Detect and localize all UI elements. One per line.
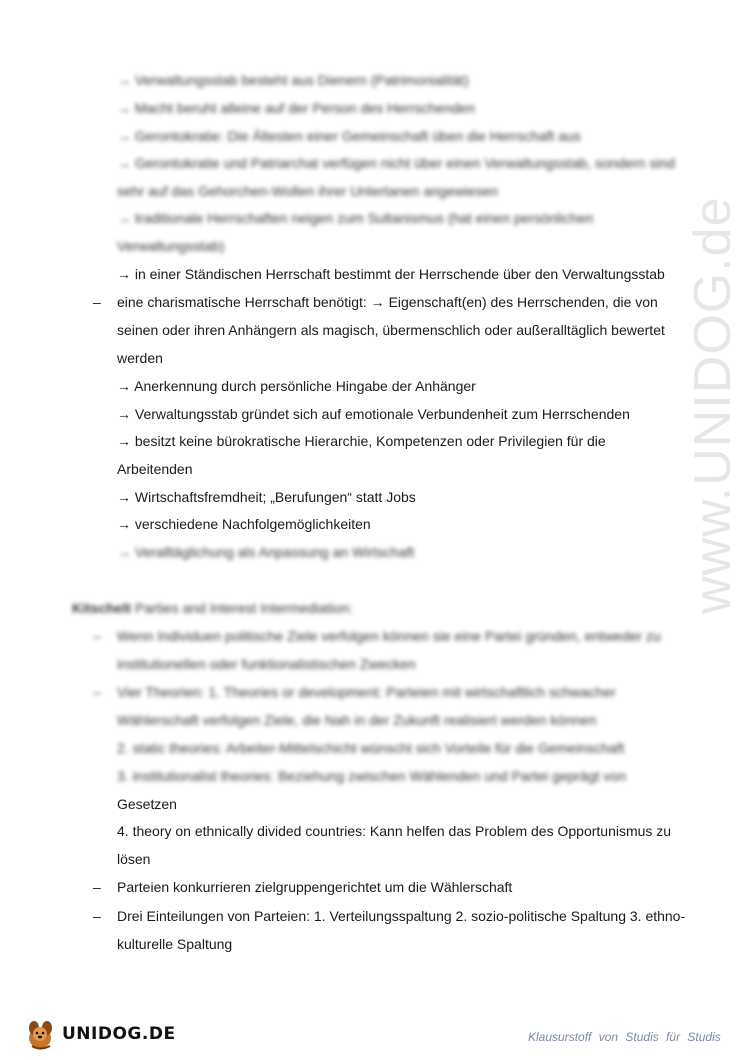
- heading-keyword: Kitschelt: [72, 600, 132, 616]
- text-line: seinen oder ihren Anhängern als magisch, übermenschlich oder außeralltäglich bewertet: [117, 322, 665, 338]
- text-line: Gesetzen: [117, 796, 177, 812]
- text-line: institutionellen oder funktionalistischen Zwecken: [117, 656, 416, 672]
- list-item: Vier Theorien: 1. Theories or development: Parteien mit wirtschaftlich schwacher: [117, 684, 616, 700]
- list-item: Parteien konkurrieren zielgruppengerichtet um die Wählerschaft: [117, 879, 513, 895]
- text-line: lösen: [117, 851, 151, 867]
- text-line: Verwaltungsstab): [117, 238, 225, 254]
- text-line: sehr auf das Gehorchen-Wollen ihrer Untertanen angewiesen: [117, 183, 499, 199]
- text-line: → Verwaltungsstab gründet sich auf emotionale Verbundenheit zum Herrschenden: [117, 406, 630, 422]
- unidog-logo: [22, 1016, 176, 1052]
- text-line: → Gerontokratie: Die Ältesten einer Gemeinschaft üben die Herrschaft aus: [117, 128, 581, 144]
- text-line: → Gerontokratie und Patriarchat verfügen nicht über einen Verwaltungsstab, sondern sind: [117, 155, 675, 171]
- text-line: werden: [117, 350, 163, 366]
- watermark: www.UNIDOG.de: [684, 196, 742, 614]
- list-item: Drei Einteilungen von Parteien: 1. Verteilungsspaltung 2. sozio-politische Spaltung 3. ethno-: [117, 908, 686, 924]
- list-item: eine charismatische Herrschaft benötigt: → Eigenschaft(en) des Herrschenden, die von: [117, 294, 658, 310]
- text-line: → Veralltäglichung als Anpassung an Wirtschaft: [117, 544, 415, 560]
- text-line: 4. theory on ethnically divided countries: Kann helfen das Problem des Opportunismus zu: [117, 823, 672, 839]
- text-line: → besitzt keine bürokratische Hierarchie, Kompetenzen oder Privilegien für die: [117, 433, 606, 449]
- list-dash: –: [93, 294, 101, 310]
- text-line: Wählerschaft verfolgen Ziele, die Nah in der Zukunft realisiert werden können: [117, 712, 597, 728]
- text-line: → Anerkennung durch persönliche Hingabe der Anhänger: [117, 378, 476, 394]
- text-line: 2. static theories: Arbeiter-Mittelschicht wünscht sich Vorteile für die Gemeinschaft: [117, 740, 625, 756]
- text-line: kulturelle Spaltung: [117, 936, 233, 952]
- text-line: 3. institutionalist theories: Beziehung zwischen Wählenden und Partei geprägt von: [117, 768, 626, 784]
- section-heading: [72, 598, 353, 618]
- text-line: → Macht beruht alleine auf der Person des Herrschenden: [117, 100, 475, 116]
- text-line: → Wirtschaftsfremdheit; „Berufungen“ statt Jobs: [117, 489, 416, 505]
- heading-text: Parties and Interest Intermediation:: [135, 600, 353, 616]
- list-dash: –: [93, 628, 101, 644]
- list-dash: –: [93, 684, 101, 700]
- logo-text: UNIDOG.DE: [62, 1024, 176, 1044]
- list-dash: –: [93, 879, 101, 895]
- text-line: → Verwaltungsstab besteht aus Dienern (Patrimonialität): [117, 72, 469, 88]
- dog-icon: [22, 1016, 62, 1052]
- list-dash: –: [93, 908, 101, 924]
- list-item: Wenn Individuen politische Ziele verfolgen können sie eine Partei gründen, entweder zu: [117, 628, 661, 644]
- text-line: → verschiedene Nachfolgemöglichkeiten: [117, 516, 371, 532]
- text-line: Arbeitenden: [117, 461, 193, 477]
- footer-slogan: Klausurstoff von Studis für Studis: [528, 1030, 721, 1044]
- text-line: → in einer Ständischen Herrschaft bestimmt der Herrschende über den Verwaltungsstab: [117, 266, 665, 282]
- text-line: → traditionale Herrschaften neigen zum Sultanismus (hat einen persönlichen: [117, 210, 594, 226]
